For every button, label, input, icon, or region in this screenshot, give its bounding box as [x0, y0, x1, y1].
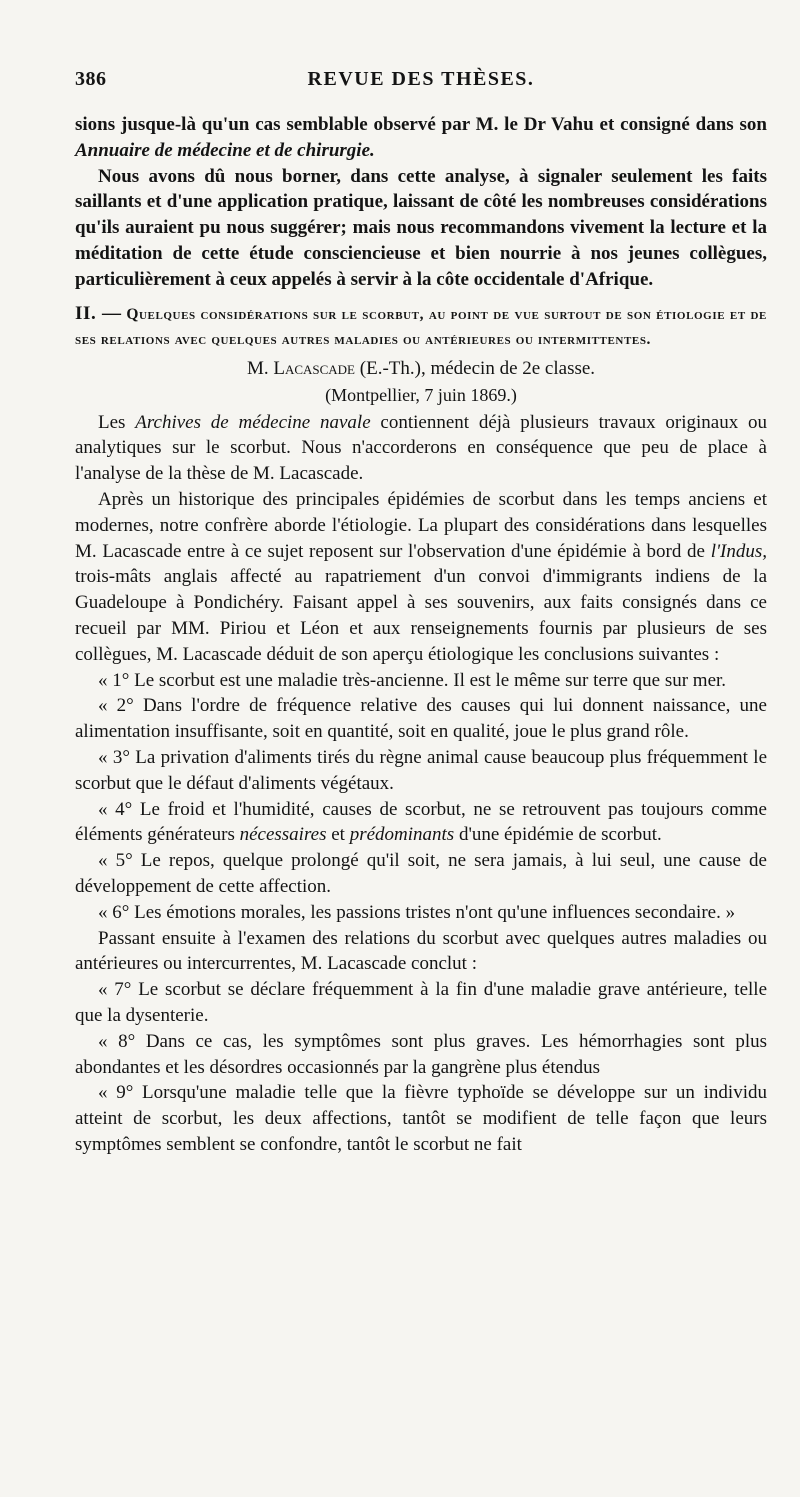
conclusion-item: « 1° Le scorbut est une maladie très-ancienne. Il est le même sur terre que sur mer.	[98, 669, 727, 691]
page-number: 386	[75, 68, 107, 90]
conclusion-item: « 9° Lorsqu'une maladie telle que la fièvre typhoïde se développe sur un individu atteint de scorbut, les deux affections, tantôt se modifient de telle façon que leurs symptômes semblent se confondre, tantôt le scorbut ne fait	[75, 1082, 767, 1155]
paragraph-text: et	[331, 824, 345, 846]
section-title: Quelques considérations sur le scorbut, au point de vue surtout de son étiologie et de ses relations avec quelques autres maladies ou antérieures ou intermittentes.	[75, 305, 767, 348]
paragraph-text: contiennent déjà plusieurs travaux originaux ou analytiques sur le scorbut. Nous n'accorderons en conséquence que peu de place à l'analyse de la thèse de M. Lacascade.	[75, 411, 767, 485]
author-details: (E.-Th.), médecin de 2e classe.	[359, 357, 596, 379]
conclusion-item: « 2° Dans l'ordre de fréquence relative des causes qui lui donnent naissance, une alimentation insuffisante, soit en quantité, soit en qualité, joue le plus grand rôle.	[75, 695, 767, 743]
paragraph	[75, 487, 767, 668]
conclusion-item: « 7° Le scorbut se déclare fréquemment à la fin d'une maladie grave antérieure, telle que la dysenterie.	[75, 979, 767, 1026]
paragraph-text: sions jusque-là qu'un cas semblable observé par M. le Dr Vahu et consigné dans son	[75, 114, 767, 135]
thesis-date: (Montpellier, 7 juin 1869.)	[325, 384, 517, 405]
conclusion-item: « 3° La privation d'aliments tirés du règne animal cause beaucoup plus fréquemment le scorbut que le défaut d'aliments végétaux.	[75, 746, 767, 794]
conclusion-item	[75, 797, 767, 849]
paragraph-text: d'une épidémie de scorbut.	[458, 824, 662, 846]
article-body	[75, 112, 767, 1158]
paragraph: Passant ensuite à l'examen des relations du scorbut avec quelques autres maladies ou antérieures ou intercurrentes, M. Lacascade conclut :	[75, 927, 767, 975]
paragraph-text: trois-mâts anglais affecté au rapatriement d'un convoi d'immigrants indiens de la Guadeloupe à Pondichéry. Faisant appel à ses souvenirs, aux faits consignés dans ce recueil par MM. Piriou et Léon et aux renseignements fournis par plusieurs de ses collègues, M. Lacascade déduit de son aperçu étiologique les conclusions suivantes :	[75, 566, 767, 665]
journal-title: Annuaire de médecine et de chirurgie.	[75, 139, 375, 161]
paragraph	[75, 410, 767, 487]
paragraph-text: « 4° Le froid et l'humidité, causes de scorbut, ne se retrouvent pas toujours comme éléments générateurs	[75, 798, 767, 846]
paragraph: Nous avons dû nous borner, dans cette analyse, à signaler seulement les faits saillants et d'une application pratique, laissant de côté les nombreuses considérations qu'ils auraient pu nous suggérer; mais nous recommandons vivement la lecture et la méditation de cette étude consciencieuse et bien nourrie à nos jeunes collègues, particulièrement à ceux appelés à servir à la côte occidentale d'Afrique.	[75, 165, 767, 290]
ship-name: l'Indus,	[710, 540, 768, 562]
conclusion-item: « 8° Dans ce cas, les symptômes sont plus graves. Les hémorrhagies sont plus abondantes et les désordres occasionnés par la gangrène plus étendus	[75, 1030, 767, 1078]
conclusion-item: « 6° Les émotions morales, les passions tristes n'ont qu'une influences secondaire. »	[98, 901, 736, 923]
paragraph-text: Après un historique des principales épidémies de scorbut dans les temps anciens et modernes, notre confrère aborde l'étiologie. La plupart des considérations dans lesquelles M. Lacascade entre à ce sujet reposent sur l'observation d'une épidémie à bord de	[75, 488, 767, 562]
conclusion-item: « 5° Le repos, quelque prolongé qu'il soit, ne sera jamais, à lui seul, une cause de développement de cette affection.	[75, 850, 767, 897]
journal-title: Archives de médecine navale	[135, 411, 371, 433]
running-title: REVUE DES THÈSES.	[307, 68, 535, 90]
section-heading	[75, 301, 767, 352]
page	[0, 68, 800, 1497]
paragraph	[75, 112, 767, 164]
emphasis: prédominants	[349, 824, 455, 846]
thesis-author	[75, 356, 767, 382]
paragraph-text: Les	[98, 411, 126, 433]
page-header	[75, 68, 767, 112]
section-numeral: II. —	[75, 302, 122, 324]
author-name: M. Lacascade	[246, 357, 356, 379]
emphasis: nécessaires	[239, 824, 327, 846]
